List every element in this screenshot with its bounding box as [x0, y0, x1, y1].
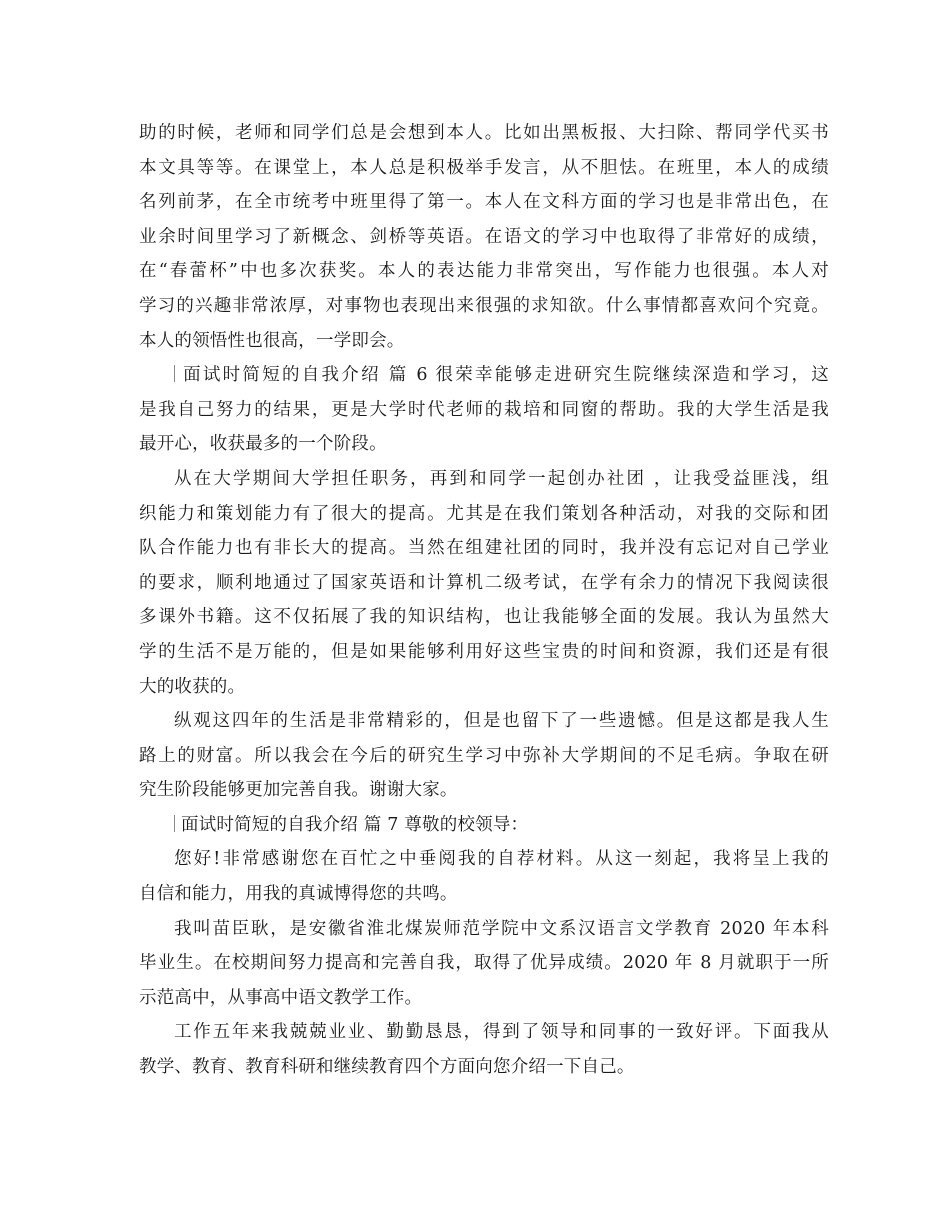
line-text: 的要求，顺利地通过了国家英语和计算机二级考试，在学有余力的情况下我阅读很: [139, 572, 829, 593]
line-text: 队合作能力也有非长大的提高。当然在组建社团的同时，我并没有忘记对自己学业: [139, 538, 829, 559]
line-text: 大的收获的。: [139, 676, 246, 697]
text-line: [139, 116, 829, 151]
line-text: 本人的领悟性也很高，一学即会。: [139, 330, 405, 351]
text-line: [139, 220, 829, 255]
text-line: [139, 254, 829, 289]
text-line: [139, 877, 829, 912]
text-line: [139, 427, 829, 462]
text-line: [139, 773, 829, 808]
line-text: 示范高中，从事高中语文教学工作。: [139, 987, 423, 1008]
text-line: [139, 531, 829, 566]
line-text: 学习的兴趣非常浓厚，对事物也表现出来很强的求知欲。什么事情都喜欢问个究竟。: [139, 295, 829, 316]
text-line: [139, 462, 829, 497]
line-text: 学的生活不是万能的，但是如果能够利用好这些宝贵的时间和资源，我们还是有很: [139, 641, 829, 662]
text-line: [139, 842, 829, 877]
text-line: [139, 1050, 829, 1085]
heading-marker: [174, 815, 175, 832]
line-text: 名列前茅，在全市统考中班里得了第一。本人在文科方面的学习也是非常出色，在: [139, 192, 829, 213]
text-line: [139, 185, 829, 220]
text-line: [139, 946, 829, 981]
line-text: 助的时候，老师和同学们总是会想到本人。比如出黑板报、大扫除、帮同学代买书: [139, 123, 829, 143]
section-heading-line: [139, 358, 829, 393]
line-text: 本文具等等。在课堂上，本人总是积极举手发言，从不胆怯。在班里，本人的成绩: [139, 157, 829, 178]
text-line: [139, 981, 829, 1016]
line-text: 织能力和策划能力有了很大的提高。尤其是在我们策划各种活动，对我的交际和团: [139, 503, 829, 524]
text-line: [139, 912, 829, 947]
line-text: 我叫苗臣耿，是安徽省淮北煤炭师范学院中文系汉语言文学教育 2020 年本科: [174, 918, 829, 939]
line-text: 从在大学期间大学担任职务，再到和同学一起创办社团 ，让我受益匪浅，组: [174, 468, 829, 489]
line-text: 最开心，收获最多的一个阶段。: [139, 434, 387, 455]
line-text: 毕业生。在校期间努力提高和完善自我，取得了优异成绩。2020 年 8 月就职于一所: [139, 953, 829, 974]
text-line: [139, 324, 829, 359]
text-line: [139, 739, 829, 774]
line-text: 路上的财富。所以我会在今后的研究生学习中弥补大学期间的不足毛病。争取在研: [139, 745, 829, 766]
text-line: [139, 566, 829, 601]
line-text: 您好!非常感谢您在百忙之中垂阅我的自荐材料。从这一刻起，我将呈上我的: [174, 849, 829, 870]
line-text: 教学、教育、教育科研和继续教育四个方面向您介绍一下自己。: [139, 1057, 635, 1078]
line-text: 业余时间里学习了新概念、剑桥等英语。在语文的学习中也取得了非常好的成绩，: [139, 226, 829, 247]
line-text: 究生阶段能够更加完善自我。谢谢大家。: [139, 780, 458, 801]
text-line: [139, 289, 829, 324]
document-body: [139, 116, 829, 1085]
line-text: 多课外书籍。这不仅拓展了我的知识结构，也让我能够全面的发展。我认为虽然大: [139, 607, 829, 628]
line-text: 面试时简短的自我介绍 篇 7 尊敬的校领导：: [181, 814, 529, 835]
text-line: [139, 704, 829, 739]
line-text: 自信和能力，用我的真诚博得您的共鸣。: [139, 884, 458, 905]
text-line: [139, 670, 829, 705]
line-text: 工作五年来我兢兢业业、勤勤恳恳，得到了领导和同事的一致好评。下面我从: [174, 1022, 829, 1043]
line-text: 面试时简短的自我介绍 篇 6 很荣幸能够走进研究生院继续深造和学习，这: [181, 365, 829, 386]
line-text: 纵观这四年的生活是非常精彩的，但是也留下了一些遗憾。但是这都是我人生: [174, 711, 829, 732]
text-line: [139, 635, 829, 670]
text-line: [139, 497, 829, 532]
line-text: 在“春蕾杯”中也多次获奖。本人的表达能力非常突出，写作能力也很强。本人对: [139, 261, 829, 282]
section-heading-line: [139, 808, 829, 843]
line-text: 是我自己努力的结果，更是大学时代老师的栽培和同窗的帮助。我的大学生活是我: [139, 399, 829, 420]
text-line: [139, 393, 829, 428]
text-line: [139, 600, 829, 635]
heading-marker: [174, 365, 175, 382]
text-line: [139, 1015, 829, 1050]
text-line: [139, 151, 829, 186]
